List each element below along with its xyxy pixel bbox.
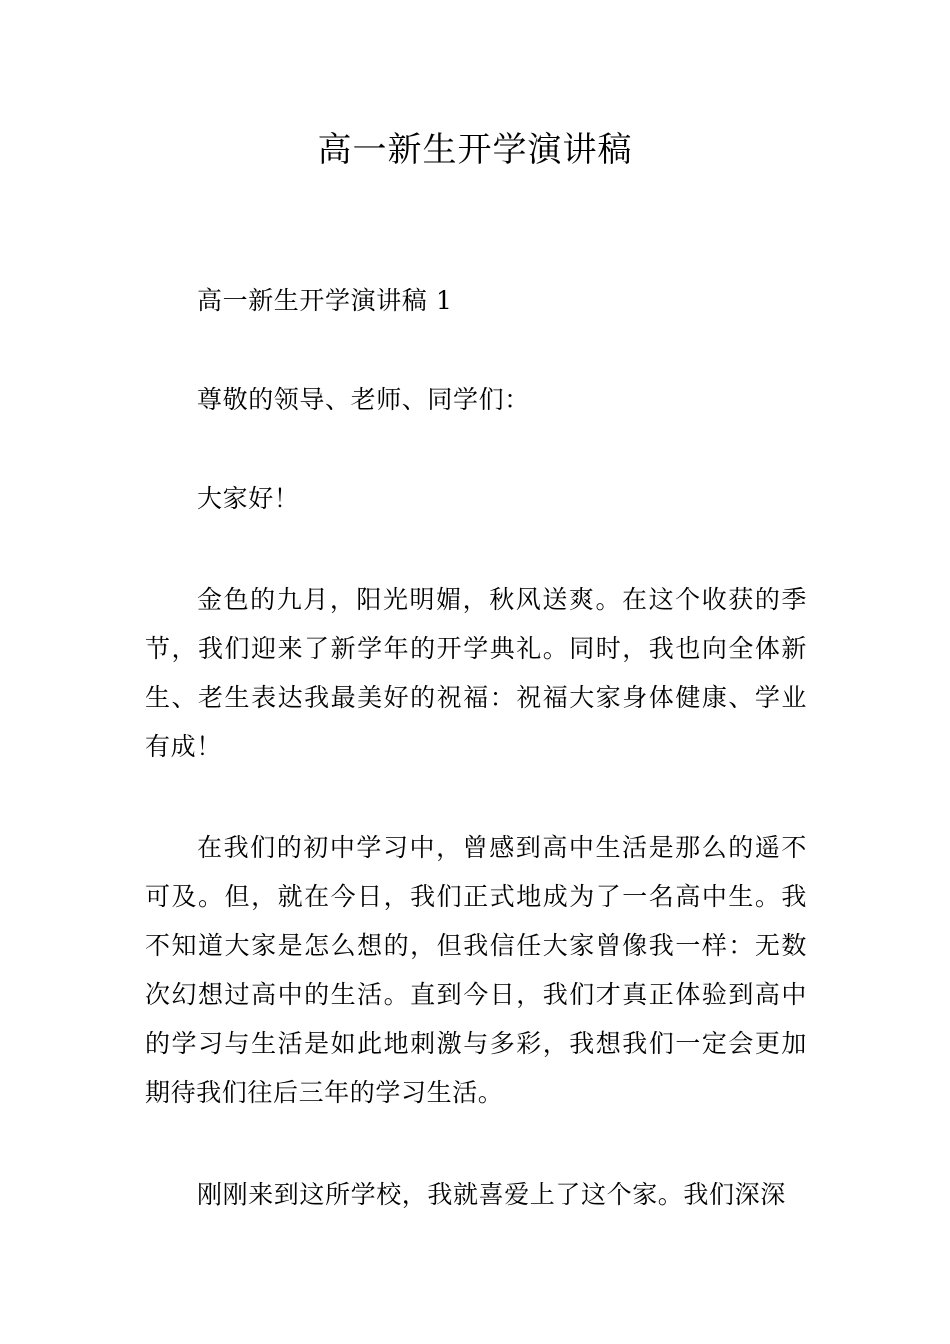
greeting-paragraph: 大家好！ [197, 484, 300, 513]
speech-subtitle: 高一新生开学演讲稿 1 [197, 286, 453, 315]
salutation-paragraph: 尊敬的领导、老师、同学们： [197, 385, 530, 414]
document-title: 高一新生开学演讲稿 [317, 130, 633, 170]
body-paragraph-2: 在我们的初中学习中，曾感到高中生活是那么的遥不可及。但，就在今日，我们正式地成为了一名高中生。我不知道大家是怎么想的，但我信任大家曾像我一样：无数次幻想过高中的生活。直到今日，我们才真正体验到高中的学习与生活是如此地刺激与多彩，我想我们一定会更加期待我们往后三年的学习生活。 [145, 833, 807, 1107]
body-paragraph-1: 金色的九月，阳光明媚，秋风送爽。在这个收获的季节，我们迎来了新学年的开学典礼。同时，我也向全体新生、老生表达我最美好的祝福：祝福大家身体健康、学业有成！ [145, 585, 807, 761]
body-paragraph-3: 刚刚来到这所学校，我就喜爱上了这个家。我们深深 [197, 1180, 786, 1209]
